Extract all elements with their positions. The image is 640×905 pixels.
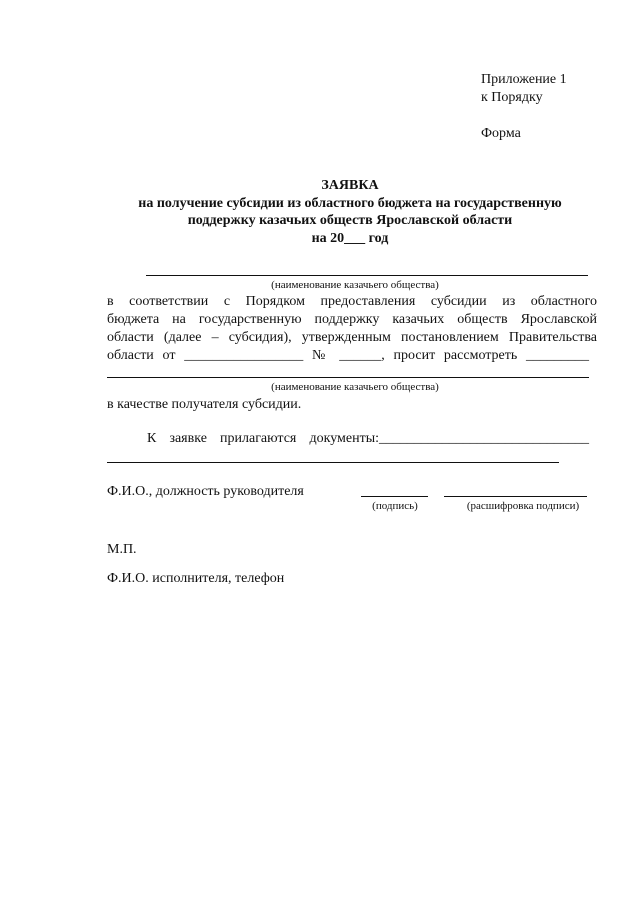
as-recipient-text: в качестве получателя субсидии.: [107, 397, 302, 412]
stamp-label: М.П.: [107, 542, 137, 557]
head-position-label: Ф.И.О., должность руководителя: [107, 484, 304, 499]
signature-decoding-caption: (расшифровка подписи): [466, 500, 580, 512]
society-name-caption-2: (наименование казачьего общества): [271, 381, 439, 393]
executor-label: Ф.И.О. исполнителя, телефон: [107, 571, 285, 586]
society-name-line-2[interactable]: [107, 377, 589, 378]
title-line-1: на получение субсидии из областного бюджета на государственную: [138, 196, 562, 211]
body-line-4: области от _________________ № ______, просит рассмотреть _________: [107, 348, 589, 363]
attachments-label: К заявке прилагаются документы:______________________________: [147, 431, 589, 446]
appendix-label: Приложение 1: [481, 72, 567, 87]
title-line-3: на 20___ год: [311, 231, 389, 246]
society-name-caption-1: (наименование казачьего общества): [271, 279, 439, 291]
body-line-2: бюджета на государственную поддержку казачьих обществ Ярославской: [107, 312, 597, 327]
attachments-line-2[interactable]: [107, 462, 559, 463]
body-line-1: в соответствии с Порядком предоставления субсидии из областного: [107, 294, 597, 309]
form-label: Форма: [481, 126, 521, 141]
signature-line[interactable]: [361, 496, 428, 497]
order-reference: к Порядку: [481, 90, 543, 105]
title-line-2: поддержку казачьих обществ Ярославской области: [187, 213, 513, 228]
signature-caption: (подпись): [372, 500, 418, 512]
document-title: ЗАЯВКА: [321, 178, 379, 193]
society-name-line-1[interactable]: [146, 275, 588, 276]
body-line-3: области (далее – субсидия), утвержденным постановлением Правительства: [107, 330, 597, 345]
signature-decoding-line[interactable]: [444, 496, 587, 497]
